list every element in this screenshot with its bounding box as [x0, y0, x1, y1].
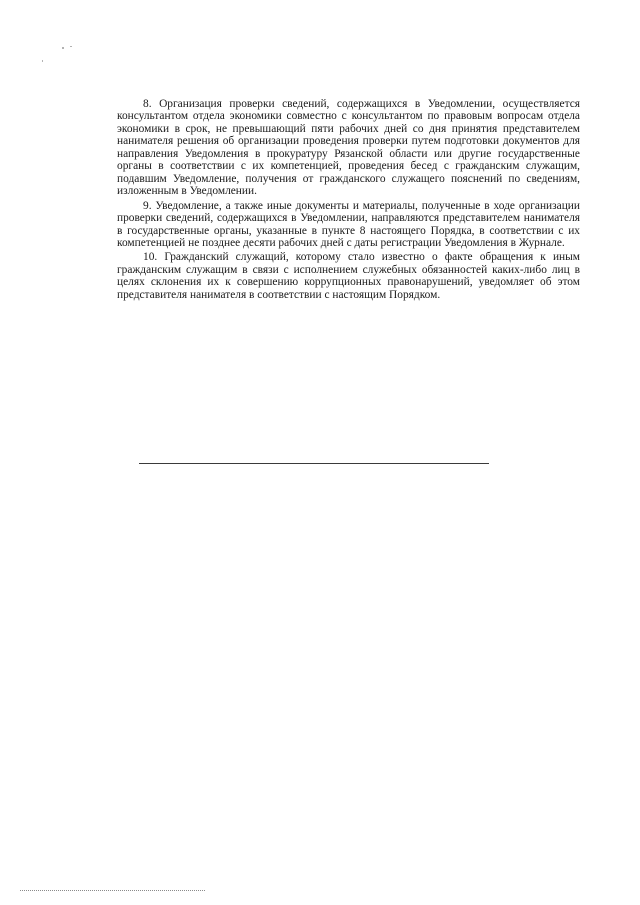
paragraph-8: 8. Организация проверки сведений, содержащихся в Уведомлении, осуществляется консультантом отдела экономики совместно с консультантом по правовым вопросам отдела экономики в срок, не превышающий пяти рабочих дней со дня принятия представителем нанимателя решения об организации проведения проверки путем подготовки документов для направления Уведомления в прокуратуру Рязанской области или другие государственные органы в соответствии с их компетенцией, проведения бесед с гражданским служащим, подавшим Уведомление, получения от гражданского служащего пояснений по сведениям, изложенным в Уведомлении. — [117, 98, 580, 198]
paragraph-10: 10. Гражданский служащий, которому стало известно о факте обращения к иным гражданским служащим в связи с исполнением служебных обязанностей каких-либо лиц в целях склонения их к совершению коррупционных правонарушений, уведомляет об этом представителя нанимателя в соответствии с настоящим Порядком. — [117, 251, 580, 301]
scan-artifact — [42, 60, 43, 62]
document-body — [117, 98, 580, 303]
scan-artifact — [62, 47, 64, 49]
paragraph-9: 9. Уведомление, а также иные документы и материалы, полученные в ходе организации проверки сведений, содержащихся в Уведомлении, направляются представителем нанимателя в государственные органы, указанные в пункте 8 настоящего Порядка, в соответствии с их компетенцией не позднее десяти рабочих дней с даты регистрации Уведомления в Журнале. — [117, 199, 580, 249]
end-of-text-divider — [139, 463, 489, 464]
scan-artifact — [70, 46, 72, 47]
scan-bottom-edge-artifact — [20, 890, 205, 891]
